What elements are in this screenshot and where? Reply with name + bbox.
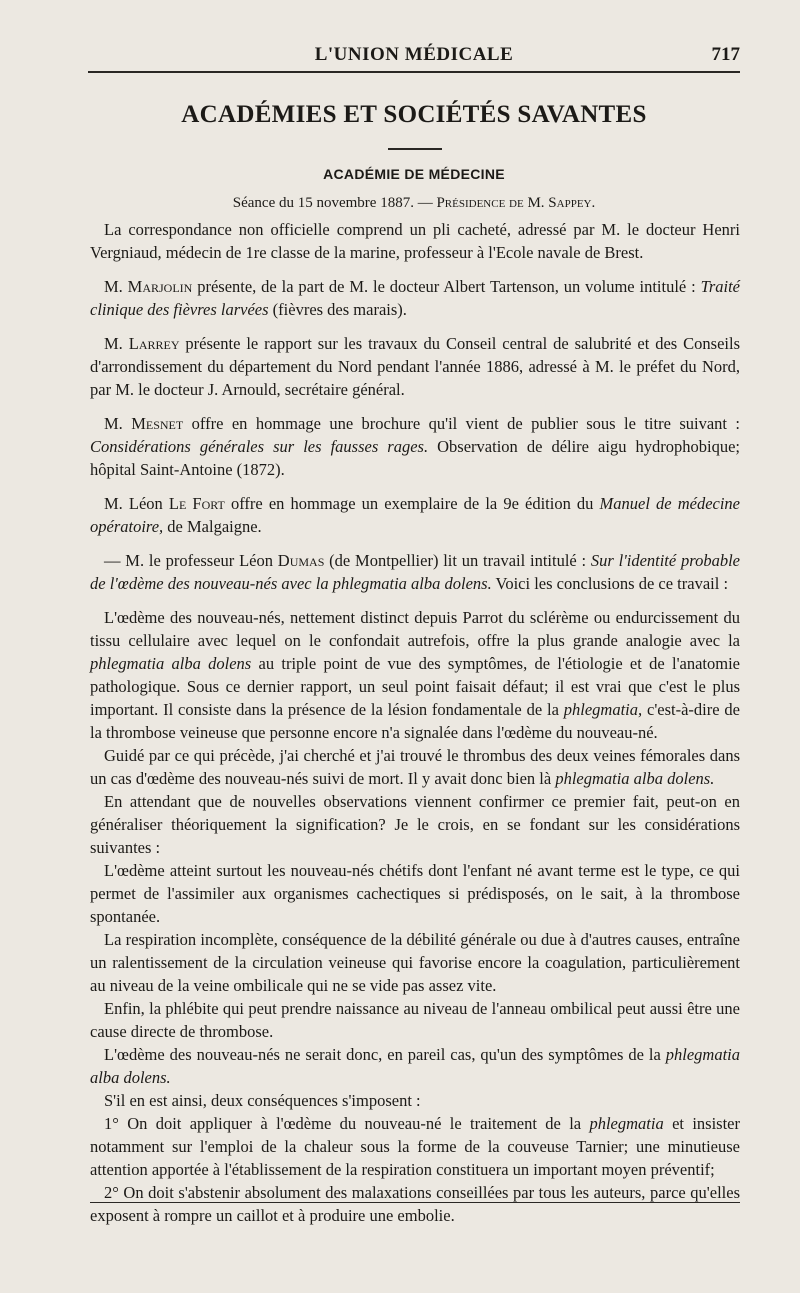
text-run: — M. le professeur Léon bbox=[104, 551, 278, 570]
text-run: présente, de la part de M. le docteur Albert Tartenson, un volume intitulé : bbox=[192, 277, 701, 296]
italic-term: phlegmatia, bbox=[563, 700, 643, 719]
paragraph-conclusion-4: L'œdème atteint surtout les nouveau-nés chétifs dont l'enfant né avant terme est le type, ce qui permet de l'assimiler aux organismes cachectiques si prédisposés, on le sait, à la thrombose spontanée. bbox=[90, 861, 740, 926]
running-title: L'UNION MÉDICALE bbox=[314, 44, 514, 65]
paragraph-conclusion-7 bbox=[90, 1043, 740, 1089]
sub-title: ACADÉMIE DE MÉDECINE bbox=[323, 166, 505, 182]
text-run: (fièvres des marais). bbox=[268, 300, 407, 319]
paragraph-larrey bbox=[90, 332, 740, 401]
paragraph-conclusion-8: S'il en est ainsi, deux conséquences s'imposent : bbox=[104, 1091, 421, 1110]
brochure-title: Considérations générales sur les fausses rages. bbox=[90, 437, 429, 456]
person-name: Mesnet bbox=[131, 414, 184, 433]
text-run: M. bbox=[104, 277, 128, 296]
text-run: offre en hommage une brochure qu'il vient de publier sous le titre suivant : bbox=[183, 414, 740, 433]
text-run: de Malgaigne. bbox=[163, 517, 262, 536]
text-run: M. bbox=[104, 334, 129, 353]
paragraph-marjolin bbox=[90, 275, 740, 321]
article-body bbox=[90, 218, 740, 1227]
paragraph-conclusion-6: Enfin, la phlébite qui peut prendre naissance au niveau de l'anneau ombilical peut aussi être une cause directe de thrombose. bbox=[90, 999, 740, 1041]
header-rule bbox=[88, 71, 740, 73]
italic-term: phlegmatia alba dolens. bbox=[555, 769, 715, 788]
text-run: Observation de délire aigu hydrophobique; hôpital Saint-Antoine (1872). bbox=[90, 437, 740, 479]
title-rule bbox=[388, 148, 442, 150]
text-run: L'œdème des nouveau-nés, nettement distinct depuis Parrot du sclérème ou endurcissement du tissu cellulaire avec lequel on le confondait autrefois, offre la plus grande analogie avec la bbox=[90, 608, 740, 650]
paragraph-consequence-1 bbox=[90, 1112, 740, 1181]
seance-line bbox=[88, 195, 740, 212]
text-run: Voici les conclusions de ce travail : bbox=[491, 574, 729, 593]
italic-term: phlegmatia alba dolens. bbox=[90, 1045, 740, 1087]
text-run: c'est-à-dire de la thrombose veineuse que personne encore n'a signalée dans l'œdème du nouveau-né. bbox=[90, 700, 741, 742]
italic-term: phlegmatia bbox=[589, 1114, 664, 1133]
text-run: M. Léon bbox=[104, 494, 169, 513]
running-header bbox=[88, 44, 740, 68]
person-name: Marjolin bbox=[127, 277, 193, 296]
text-run: (de Montpellier) lit un travail intitulé : bbox=[324, 551, 591, 570]
text-run: 1° On doit appliquer à l'œdème du nouveau-né le traitement de la bbox=[104, 1114, 590, 1133]
text-run: offre en hommage un exemplaire de la 9e édition du bbox=[224, 494, 600, 513]
text-run: Guidé par ce qui précède, j'ai cherché et j'ai trouvé le thrombus des deux veines fémorales dans un cas d'œdème des nouveau-nés suivi de mort. Il y avait donc bien là bbox=[90, 746, 740, 788]
text-run: L'œdème des nouveau-nés ne serait donc, en pareil cas, qu'un des symptômes de la bbox=[104, 1045, 666, 1064]
paragraph-correspondance: La correspondance non officielle comprend un pli cacheté, adressé par M. le docteur Henri Vergniaud, médecin de 1re classe de la marine, professeur à l'Ecole navale de Brest. bbox=[90, 220, 740, 262]
seance-separator: — bbox=[413, 195, 437, 211]
paragraph-conclusion-1 bbox=[90, 606, 740, 744]
person-name: Dumas bbox=[277, 551, 325, 570]
paragraph-dumas bbox=[90, 549, 740, 595]
presidence-label: Présidence de M. bbox=[436, 195, 549, 211]
text-run: M. bbox=[104, 414, 132, 433]
section-title: ACADÉMIES ET SOCIÉTÉS SAVANTES bbox=[181, 101, 647, 128]
paragraph-conclusion-3: En attendant que de nouvelles observations viennent confirmer ce premier fait, peut-on en généraliser théoriquement la signification? Je le crois, en se fondant sur les considérations suivantes : bbox=[90, 792, 740, 857]
paragraph-conclusion-5: La respiration incomplète, conséquence de la débilité générale ou due à d'autres causes, entraîne un ralentissement de la circulation veineuse qui favorise encore la coagulation, particulièrement au niveau de la veine ombilicale qui ne se vide pas assez vite. bbox=[90, 930, 740, 995]
italic-term: phlegmatia alba dolens bbox=[90, 654, 252, 673]
book-title: Traité clinique des fièvres larvées bbox=[90, 277, 740, 319]
text-run: présente le rapport sur les travaux du Conseil central de salubrité et des Conseils d'arrondissement du département du Nord pendant l'année 1886, adressé à M. le préfet du Nord, par M. le docteur J. Arnould, secrétaire général. bbox=[90, 334, 740, 399]
person-name: Le Fort bbox=[168, 494, 225, 513]
work-title: Sur l'identité probable de l'œdème des nouveau-nés avec la phlegmatia alba dolens. bbox=[90, 551, 740, 593]
text-run: et insister notamment sur l'emploi de la chaleur sous la forme de la couveuse Tarnier; une minutieuse attention apportée à l'établissement de la respiration constituera un important moyen préventif; bbox=[90, 1114, 740, 1179]
seance-date: Séance du 15 novembre 1887. bbox=[232, 195, 414, 211]
footer-rule bbox=[90, 1202, 740, 1203]
person-name: Larrey bbox=[128, 334, 180, 353]
paragraph-consequence-2: 2° On doit s'abstenir absolument des malaxations conseillées par tous les auteurs, parce qu'elles exposent à rompre un caillot et à produire une embolie. bbox=[90, 1183, 740, 1225]
president-name: Sappey bbox=[548, 195, 592, 211]
page-number: 717 bbox=[711, 44, 740, 65]
paragraph-conclusion-2 bbox=[90, 744, 740, 790]
text-run: au triple point de vue des symptômes, de l'étiologie et de l'anatomie pathologique. Sous ce dernier rapport, un seul point faisait défaut; il est vrai que c'est le plus important. Il consiste dans la présence de la lésion fondamentale de la bbox=[90, 654, 741, 719]
paragraph-mesnet bbox=[90, 412, 740, 481]
book-title: Manuel de médecine opératoire, bbox=[90, 494, 740, 536]
paragraph-le-fort bbox=[90, 492, 740, 538]
seance-end: . bbox=[591, 195, 596, 211]
